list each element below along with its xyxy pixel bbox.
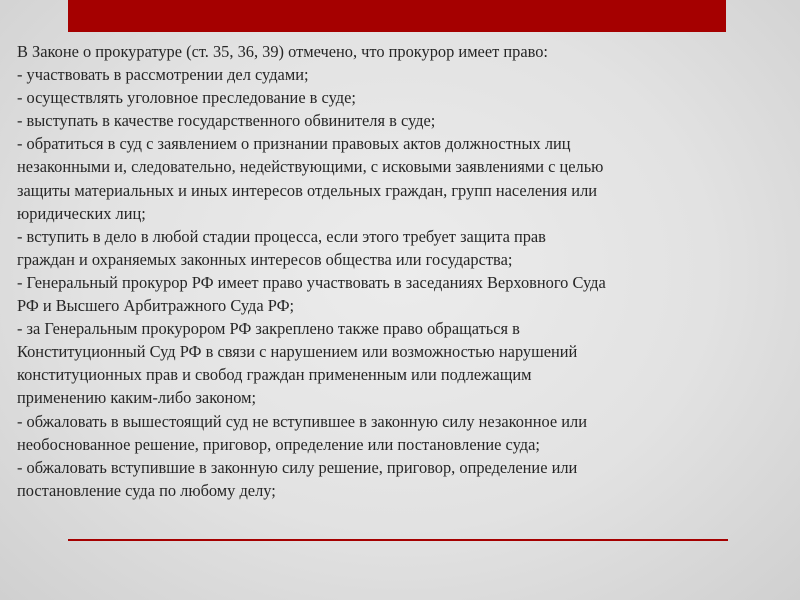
text-line: незаконными и, следовательно, недействующими, с исковыми заявлениями с целью (17, 157, 604, 177)
text-line: - Генеральный прокурор РФ имеет право участвовать в заседаниях Верховного Суда (17, 272, 606, 292)
text-line: РФ и Высшего Арбитражного Суда РФ; (17, 296, 295, 316)
text-line: защиты материальных и иных интересов отдельных граждан, групп населения или (17, 180, 598, 200)
text-line: - вступить в дело в любой стадии процесса, если этого требует защита прав (17, 226, 546, 246)
text-line: необоснованное решение, приговор, определение или постановление суда; (17, 434, 540, 454)
text-line: - участвовать в рассмотрении дел судами; (17, 65, 309, 85)
text-line: - за Генеральным прокурором РФ закреплено также право обращаться в (17, 319, 520, 339)
slide-body-text (17, 40, 787, 502)
text-line: - осуществлять уголовное преследование в суде; (17, 88, 356, 108)
text-line: Конституционный Суд РФ в связи с нарушением или возможностью нарушений (17, 342, 578, 362)
intro-line: В Законе о прокуратуре (ст. 35, 36, 39) отмечено, что прокурор имеет право: (17, 42, 548, 61)
text-line: применению каким-либо законом; (17, 388, 257, 408)
text-line: - обжаловать в вышестоящий суд не вступившее в законную силу незаконное или (17, 411, 587, 431)
text-line: юридических лиц; (17, 203, 146, 223)
text-line: - обжаловать вступившие в законную силу решение, приговор, определение или (17, 457, 578, 477)
footer-divider (68, 539, 728, 541)
text-line: - обратиться в суд с заявлением о признании правовых актов должностных лиц (17, 134, 571, 154)
title-bar-decoration (68, 0, 726, 32)
text-line: конституционных прав и свобод граждан примененным или подлежащим (17, 365, 532, 385)
text-line: граждан и охраняемых законных интересов общества или государства; (17, 249, 513, 269)
text-line: - выступать в качестве государственного обвинителя в суде; (17, 111, 436, 131)
text-line: постановление суда по любому делу; (17, 480, 276, 500)
